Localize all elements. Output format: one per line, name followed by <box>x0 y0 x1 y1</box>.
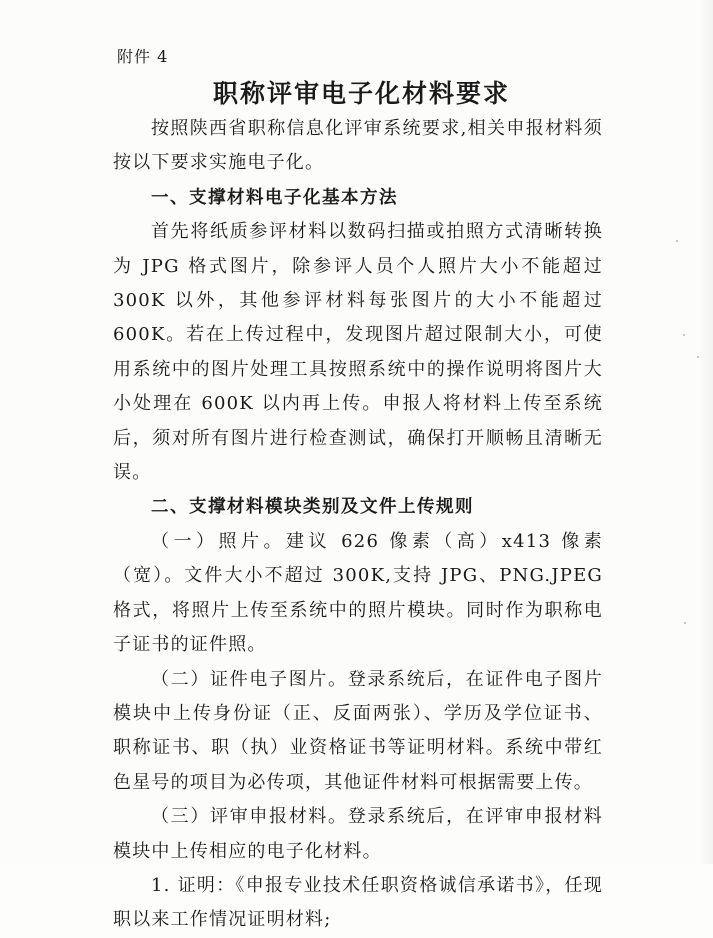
section-2-heading: 二、支撑材料模块类别及文件上传规则 <box>151 497 474 518</box>
intro-paragraph: 按照陕西省职称信息化评审系统要求,相关申报材料须按以下要求实施电子化。 <box>113 118 603 174</box>
scan-edge-shadow <box>699 0 713 864</box>
attachment-label: 附件 4 <box>117 47 169 66</box>
document-title: 职称评审电子化材料要求 <box>212 79 510 108</box>
document-body <box>113 112 603 938</box>
section-2-item-review-materials: （三）评审申报材料。登录系统后，在评审申报材料模块中上传相应的电子化材料。 <box>113 806 603 862</box>
scan-speck <box>683 334 685 336</box>
section-1-heading: 一、支撑材料电子化基本方法 <box>151 187 398 208</box>
scan-speck <box>676 240 678 242</box>
scan-speck <box>684 622 686 624</box>
section-2-item-photo: （一）照片。建议 626 像素（高）x413 像素（宽）。文件大小不超过 300K,支持 JPG、PNG.JPEG 格式，将照片上传至系统中的照片模块。同时作为职称电子证书的证件照。 <box>113 530 603 656</box>
section-1-paragraph: 首先将纸质参评材料以数码扫描或拍照方式清晰转换为 JPG 格式图片，除参评人员个人照片大小不能超过 300K 以外，其他参评材料每张图片的大小不能超过 600K。若在上传过程中，发现图片超过限制大小，可使用系统中的图片处理工具按照系统中的操作说明将图片大小处理在 600K 以内再上传。申报人将材料上传至系统后，须对所有图片进行检查测试，确保打开顺畅且清晰无误。 <box>113 221 603 484</box>
section-2-item-3-sub-1: 1. 证明：《申报专业技术任职资格诚信承诺书》，任现职以来工作情况证明材料; <box>113 874 603 931</box>
section-2-item-id-images: （二）证件电子图片。登录系统后，在证件电子图片模块中上传身份证（正、反面两张）、学历及学位证书、职称证书、职（执）业资格证书等证明材料。系统中带红色星号的项目为必传项，其他证件材料可根据需要上传。 <box>113 668 603 793</box>
